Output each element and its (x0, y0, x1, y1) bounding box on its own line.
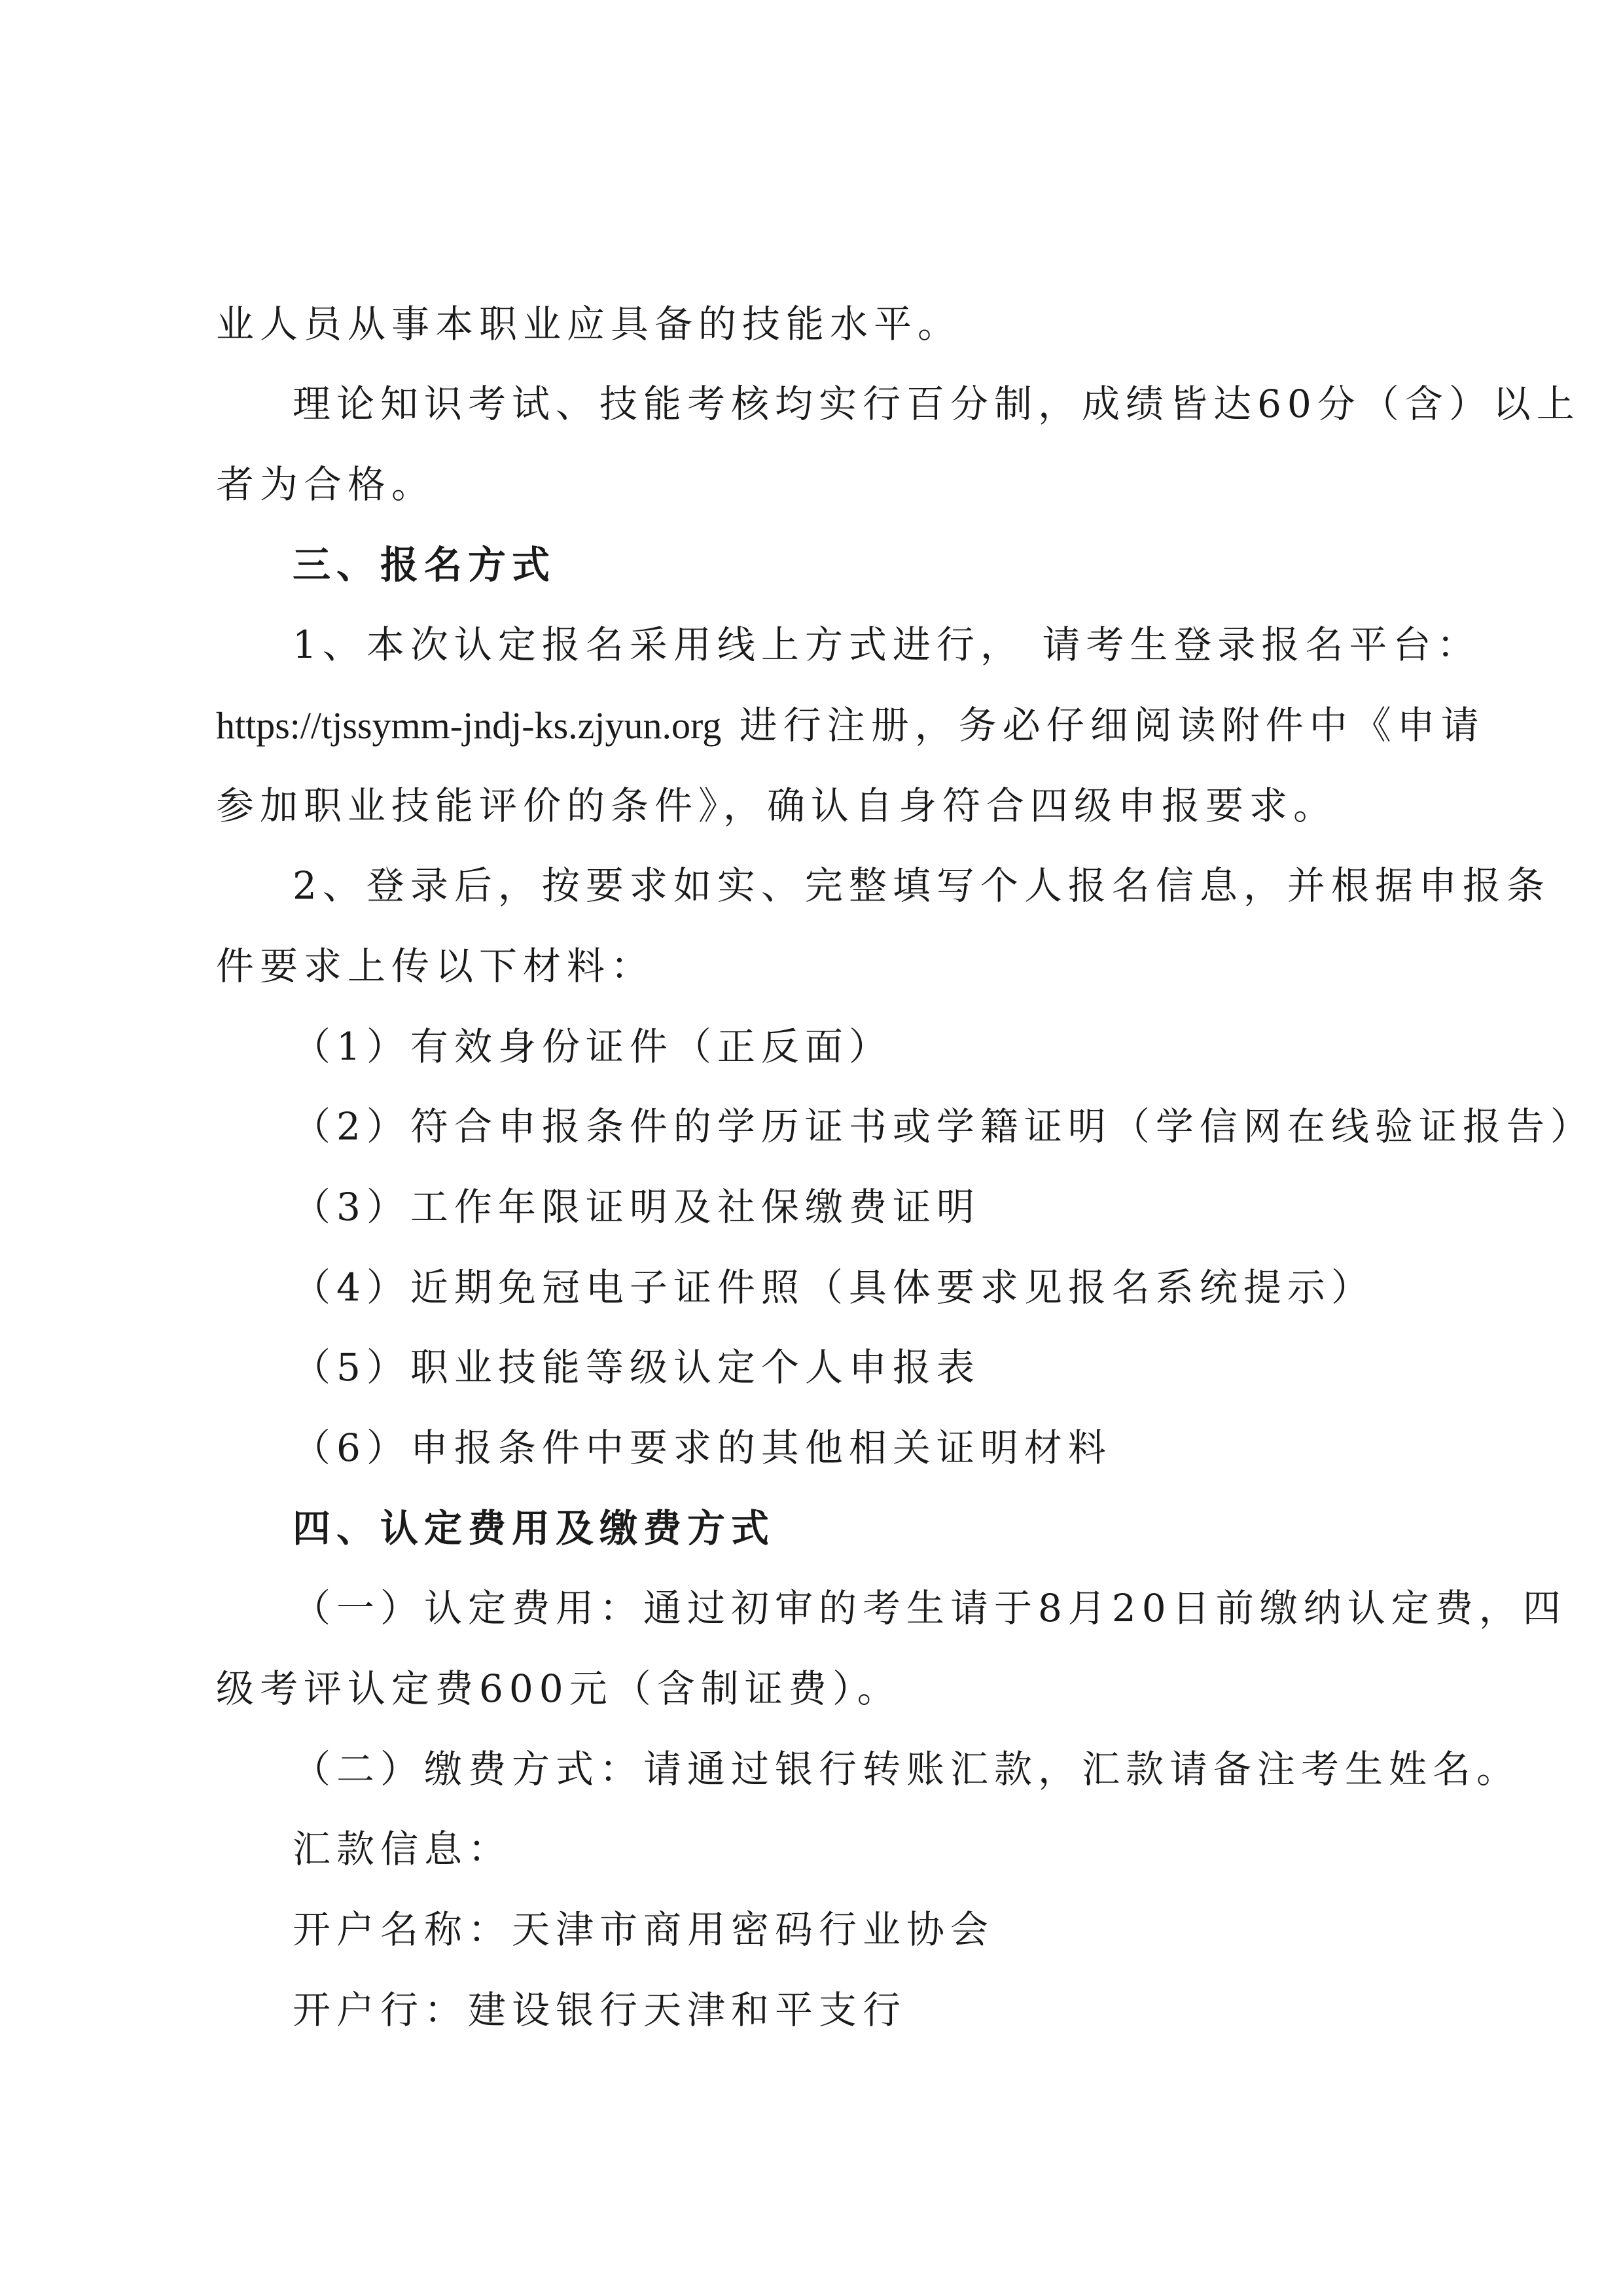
list-item: （1）有效身份证件（正反面） (293, 1024, 893, 1069)
paragraph-line: （二）缴费方式：请通过银行转账汇款，汇款请备注考生姓名。 (293, 1747, 1521, 1791)
paragraph-line: 1、本次认定报名采用线上方式进行， 请考生登录报名平台： (293, 622, 1481, 667)
paragraph-line (216, 699, 1485, 751)
paragraph-line: 2、登录后，按要求如实、完整填写个人报名信息，并根据申报条 (293, 863, 1550, 908)
paragraph-line: 开户行：建设银行天津和平支行 (293, 1988, 907, 2032)
paragraph-line: 理论知识考试、技能考核均实行百分制，成绩皆达60分（含）以上 (293, 382, 1580, 426)
section-heading-fees: 四、认定费用及缴费方式 (293, 1506, 776, 1551)
paragraph-line: 件要求上传以下材料： (216, 944, 655, 988)
section-heading-registration: 三、报名方式 (293, 543, 556, 587)
paragraph-line: 参加职业技能评价的条件》，确认自身符合四级申报要求。 (216, 783, 1338, 828)
list-item: （4）近期免冠电子证件照（具体要求见报名系统提示） (293, 1265, 1375, 1310)
paragraph-line: 汇款信息： (293, 1827, 512, 1871)
registration-url-link[interactable]: https://tjssymm-jndj-ks.zjyun.org (216, 704, 722, 747)
list-item: （5）职业技能等级认定个人申报表 (293, 1345, 980, 1390)
paragraph-line: 开户名称：天津市商用密码行业协会 (293, 1907, 995, 1952)
paragraph-text: 进行注册，务必仔细阅读附件中《申请 (721, 703, 1485, 747)
paragraph-line: 级考评认定费600元（含制证费）。 (216, 1666, 901, 1711)
paragraph-line: （一）认定费用：通过初审的考生请于8月20日前缴纳认定费，四 (293, 1586, 1567, 1630)
list-item: （3）工作年限证明及社保缴费证明 (293, 1185, 980, 1229)
list-item: （2）符合申报条件的学历证书或学籍证明（学信网在线验证报告） (293, 1104, 1594, 1149)
paragraph-line: 业人员从事本职业应具备的技能水平。 (216, 302, 962, 346)
paragraph-line: 者为合格。 (216, 462, 436, 507)
list-item: （6）申报条件中要求的其他相关证明材料 (293, 1426, 1112, 1470)
